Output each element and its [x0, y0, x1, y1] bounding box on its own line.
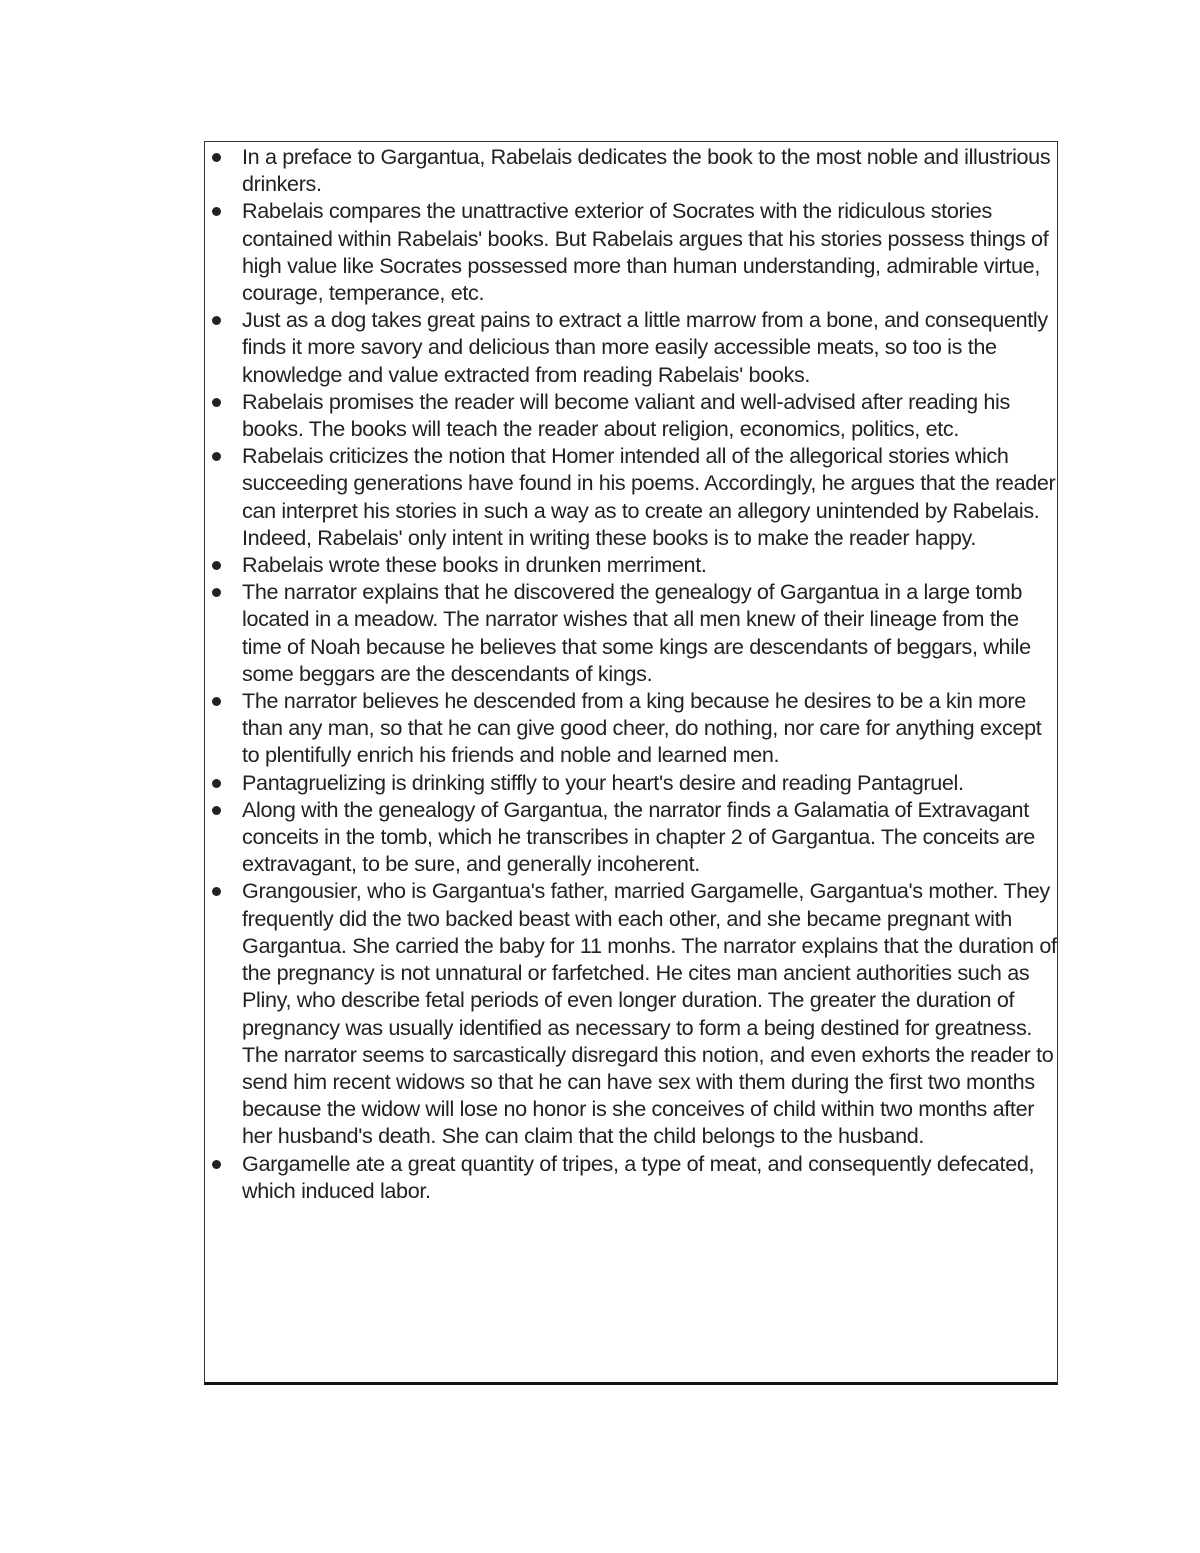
list-item [205, 442, 1059, 551]
note-text: The narrator believes he descended from a king because he desires to be a kin more than any man, so that he can give good cheer, do nothing, nor care for anything except to plentifully enrich his friends and noble and learned men. [242, 688, 1042, 768]
bullet-icon [212, 806, 221, 815]
list-item [205, 769, 1059, 796]
note-text: Grangousier, who is Gargantua's father, married Gargamelle, Gargantua's mother. They frequently did the two backed beast with each other, and she became pregnant with Gargantua. She carried the baby for 11 monhs. The narrator explains that the duration of the pregnancy is not unnatural or farfetched. He cites man ancient authorities such as Pliny, who describe fetal periods of even longer duration. The greater the duration of pregnancy was usually identified as necessary to form a being destined for greatness. The narrator seems to sarcastically disregard this notion, and even exhorts the reader to send him recent widows so that he can have sex with them during the first two months because the widow will lose no honor is she conceives of child within two months after her husband's death. She can claim that the child belongs to the husband. [242, 878, 1057, 1149]
note-text: Rabelais wrote these books in drunken merriment. [242, 552, 707, 578]
list-item [205, 687, 1059, 769]
list-item [205, 143, 1059, 197]
list-item [205, 388, 1059, 442]
note-text: Just as a dog takes great pains to extract a little marrow from a bone, and consequently finds it more savory and delicious than more easily accessible meats, so too is the knowledge and value extracted from reading Rabelais' books. [242, 307, 1048, 387]
list-item [205, 877, 1059, 1149]
note-text: Rabelais criticizes the notion that Homer intended all of the allegorical stories which succeeding generations have found in his poems. Accordingly, he argues that the reader can interpret his stories in such a way as to create an allegory unintended by Rabelais. Indeed, Rabelais' only intent in writing these books is to make the reader happy. [242, 443, 1056, 550]
list-item [205, 578, 1059, 687]
list-item [205, 551, 1059, 578]
bullet-icon [212, 398, 221, 407]
note-text: Pantagruelizing is drinking stiffly to your heart's desire and reading Pantagruel. [242, 769, 964, 795]
list-item [205, 306, 1059, 388]
note-text: Rabelais promises the reader will become valiant and well-advised after reading his books. The books will teach the reader about religion, economics, politics, etc. [242, 388, 1010, 442]
note-text: Along with the genealogy of Gargantua, the narrator finds a Galamatia of Extravagant conceits in the tomb, which he transcribes in chapter 2 of Gargantua. The conceits are extravagant, to be sure, and generally incoherent. [242, 796, 1035, 877]
bullet-icon [212, 1160, 221, 1169]
list-item [205, 1150, 1059, 1204]
bullet-icon [212, 153, 221, 162]
note-text: In a preface to Gargantua, Rabelais dedicates the book to the most noble and illustrious drinkers. [242, 144, 1051, 197]
bullet-icon [212, 887, 221, 896]
bullet-icon [212, 207, 221, 216]
bullet-icon [212, 779, 221, 788]
bullet-icon [212, 561, 221, 570]
bullet-icon [212, 452, 221, 461]
bullet-icon [212, 588, 221, 597]
notes-box [204, 141, 1058, 1385]
note-text: Gargamelle ate a great quantity of tripes, a type of meat, and consequently defecated, which induced labor. [242, 1150, 1035, 1203]
bullet-icon [212, 316, 221, 325]
note-text: Rabelais compares the unattractive exterior of Socrates with the ridiculous stories contained within Rabelais' books. But Rabelais argues that his stories possess things of high value like Socrates possessed more than human understanding, admirable virtue, courage, temperance, etc. [242, 198, 1049, 306]
list-item [205, 197, 1059, 306]
bullet-icon [212, 697, 221, 706]
notes-list [205, 143, 1059, 1204]
list-item [205, 796, 1059, 878]
note-text: The narrator explains that he discovered the genealogy of Gargantua in a large tomb located in a meadow. The narrator wishes that all men knew of their lineage from the time of Noah because he believes that some kings are descendants of beggars, while some beggars are the descendants of kings. [242, 579, 1031, 686]
